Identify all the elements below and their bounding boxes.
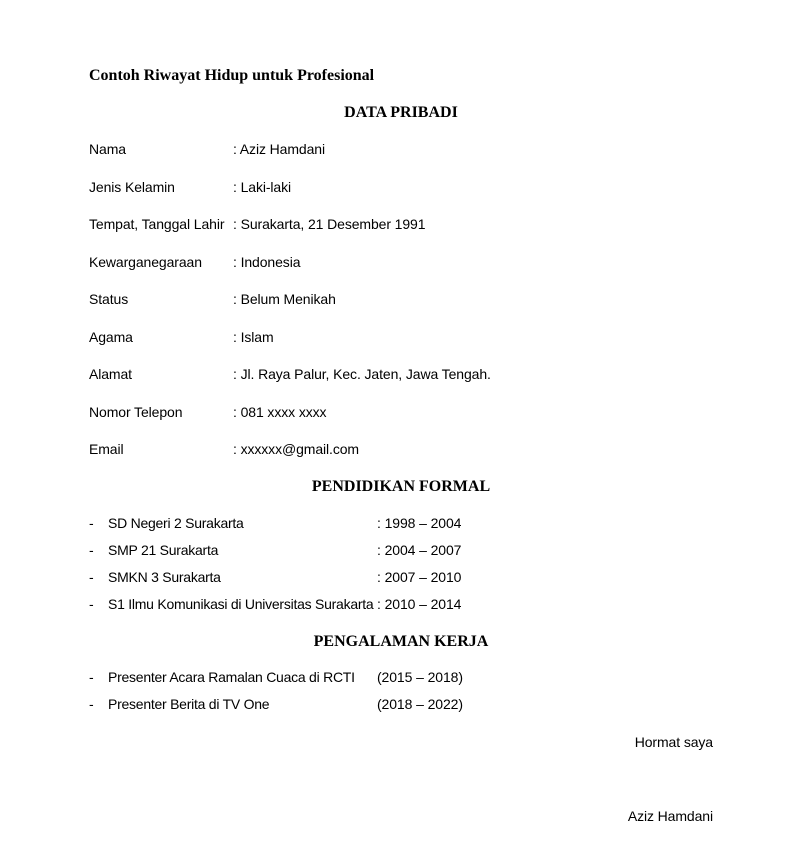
personal-row-jenis-kelamin — [89, 179, 713, 217]
experience-list — [89, 669, 713, 722]
personal-row-nama — [89, 141, 713, 179]
field-value: : Belum Menikah — [233, 291, 336, 307]
field-label: Alamat — [89, 366, 132, 382]
dash-bullet: - — [89, 515, 94, 531]
education-name: S1 Ilmu Komunikasi di Universitas Surakarta — [108, 596, 374, 612]
personal-data-section — [89, 141, 713, 479]
education-list — [89, 515, 713, 623]
dash-bullet: - — [89, 569, 94, 585]
dash-bullet: - — [89, 695, 94, 712]
experience-name: Presenter Acara Ramalan Cuaca di RCTI — [108, 669, 355, 685]
section-heading-pengalaman-kerja: PENGALAMAN KERJA — [313, 633, 489, 650]
section-heading-pendidikan-formal: PENDIDIKAN FORMAL — [311, 478, 491, 495]
document-title: Contoh Riwayat Hidup untuk Profesional — [89, 67, 375, 84]
dash-bullet: - — [89, 542, 94, 558]
field-value: : Indonesia — [233, 253, 301, 270]
field-label: Kewarganegaraan — [89, 253, 202, 270]
education-item — [89, 569, 713, 596]
experience-years: (2015 – 2018) — [377, 669, 463, 685]
education-name: SD Negeri 2 Surakarta — [108, 515, 244, 531]
field-label: Tempat, Tanggal Lahir — [89, 216, 225, 232]
education-name: SMKN 3 Surakarta — [108, 569, 221, 585]
experience-item — [89, 696, 713, 723]
personal-row-alamat — [89, 366, 713, 404]
experience-name: Presenter Berita di TV One — [108, 695, 270, 712]
education-years: : 2004 – 2007 — [377, 542, 462, 558]
education-years: : 1998 – 2004 — [377, 515, 462, 531]
field-value: : Aziz Hamdani — [233, 141, 325, 157]
field-value: : 081 xxxx xxxx — [233, 403, 327, 420]
field-value: : Jl. Raya Palur, Kec. Jaten, Jawa Tengah. — [233, 366, 491, 382]
section-heading-data-pribadi: DATA PRIBADI — [344, 104, 458, 121]
field-label: Agama — [89, 328, 133, 345]
personal-row-tempat-tanggal-lahir — [89, 216, 713, 254]
signature-closing: Hormat saya — [634, 734, 713, 750]
education-years: : 2007 – 2010 — [377, 569, 462, 585]
personal-row-agama — [89, 329, 713, 367]
field-label: Status — [89, 291, 129, 307]
experience-years: (2018 – 2022) — [377, 695, 463, 712]
experience-item — [89, 669, 713, 696]
signature-name: Aziz Hamdani — [627, 808, 713, 824]
education-item — [89, 596, 713, 623]
field-value: : xxxxxx@gmail.com — [233, 441, 359, 457]
education-name: SMP 21 Surakarta — [108, 542, 219, 558]
education-item — [89, 542, 713, 569]
field-label: Email — [89, 441, 124, 457]
personal-row-status — [89, 291, 713, 329]
field-label: Jenis Kelamin — [89, 178, 175, 195]
dash-bullet: - — [89, 669, 94, 685]
field-label: Nomor Telepon — [89, 403, 183, 420]
field-value: : Laki-laki — [233, 178, 292, 195]
education-item — [89, 515, 713, 542]
field-value: : Surakarta, 21 Desember 1991 — [233, 216, 426, 232]
education-years: : 2010 – 2014 — [377, 596, 462, 612]
field-label: Nama — [89, 141, 126, 157]
personal-row-email — [89, 441, 713, 479]
field-value: : Islam — [233, 328, 274, 345]
dash-bullet: - — [89, 596, 94, 612]
personal-row-kewarganegaraan — [89, 254, 713, 292]
personal-row-nomor-telepon — [89, 404, 713, 442]
